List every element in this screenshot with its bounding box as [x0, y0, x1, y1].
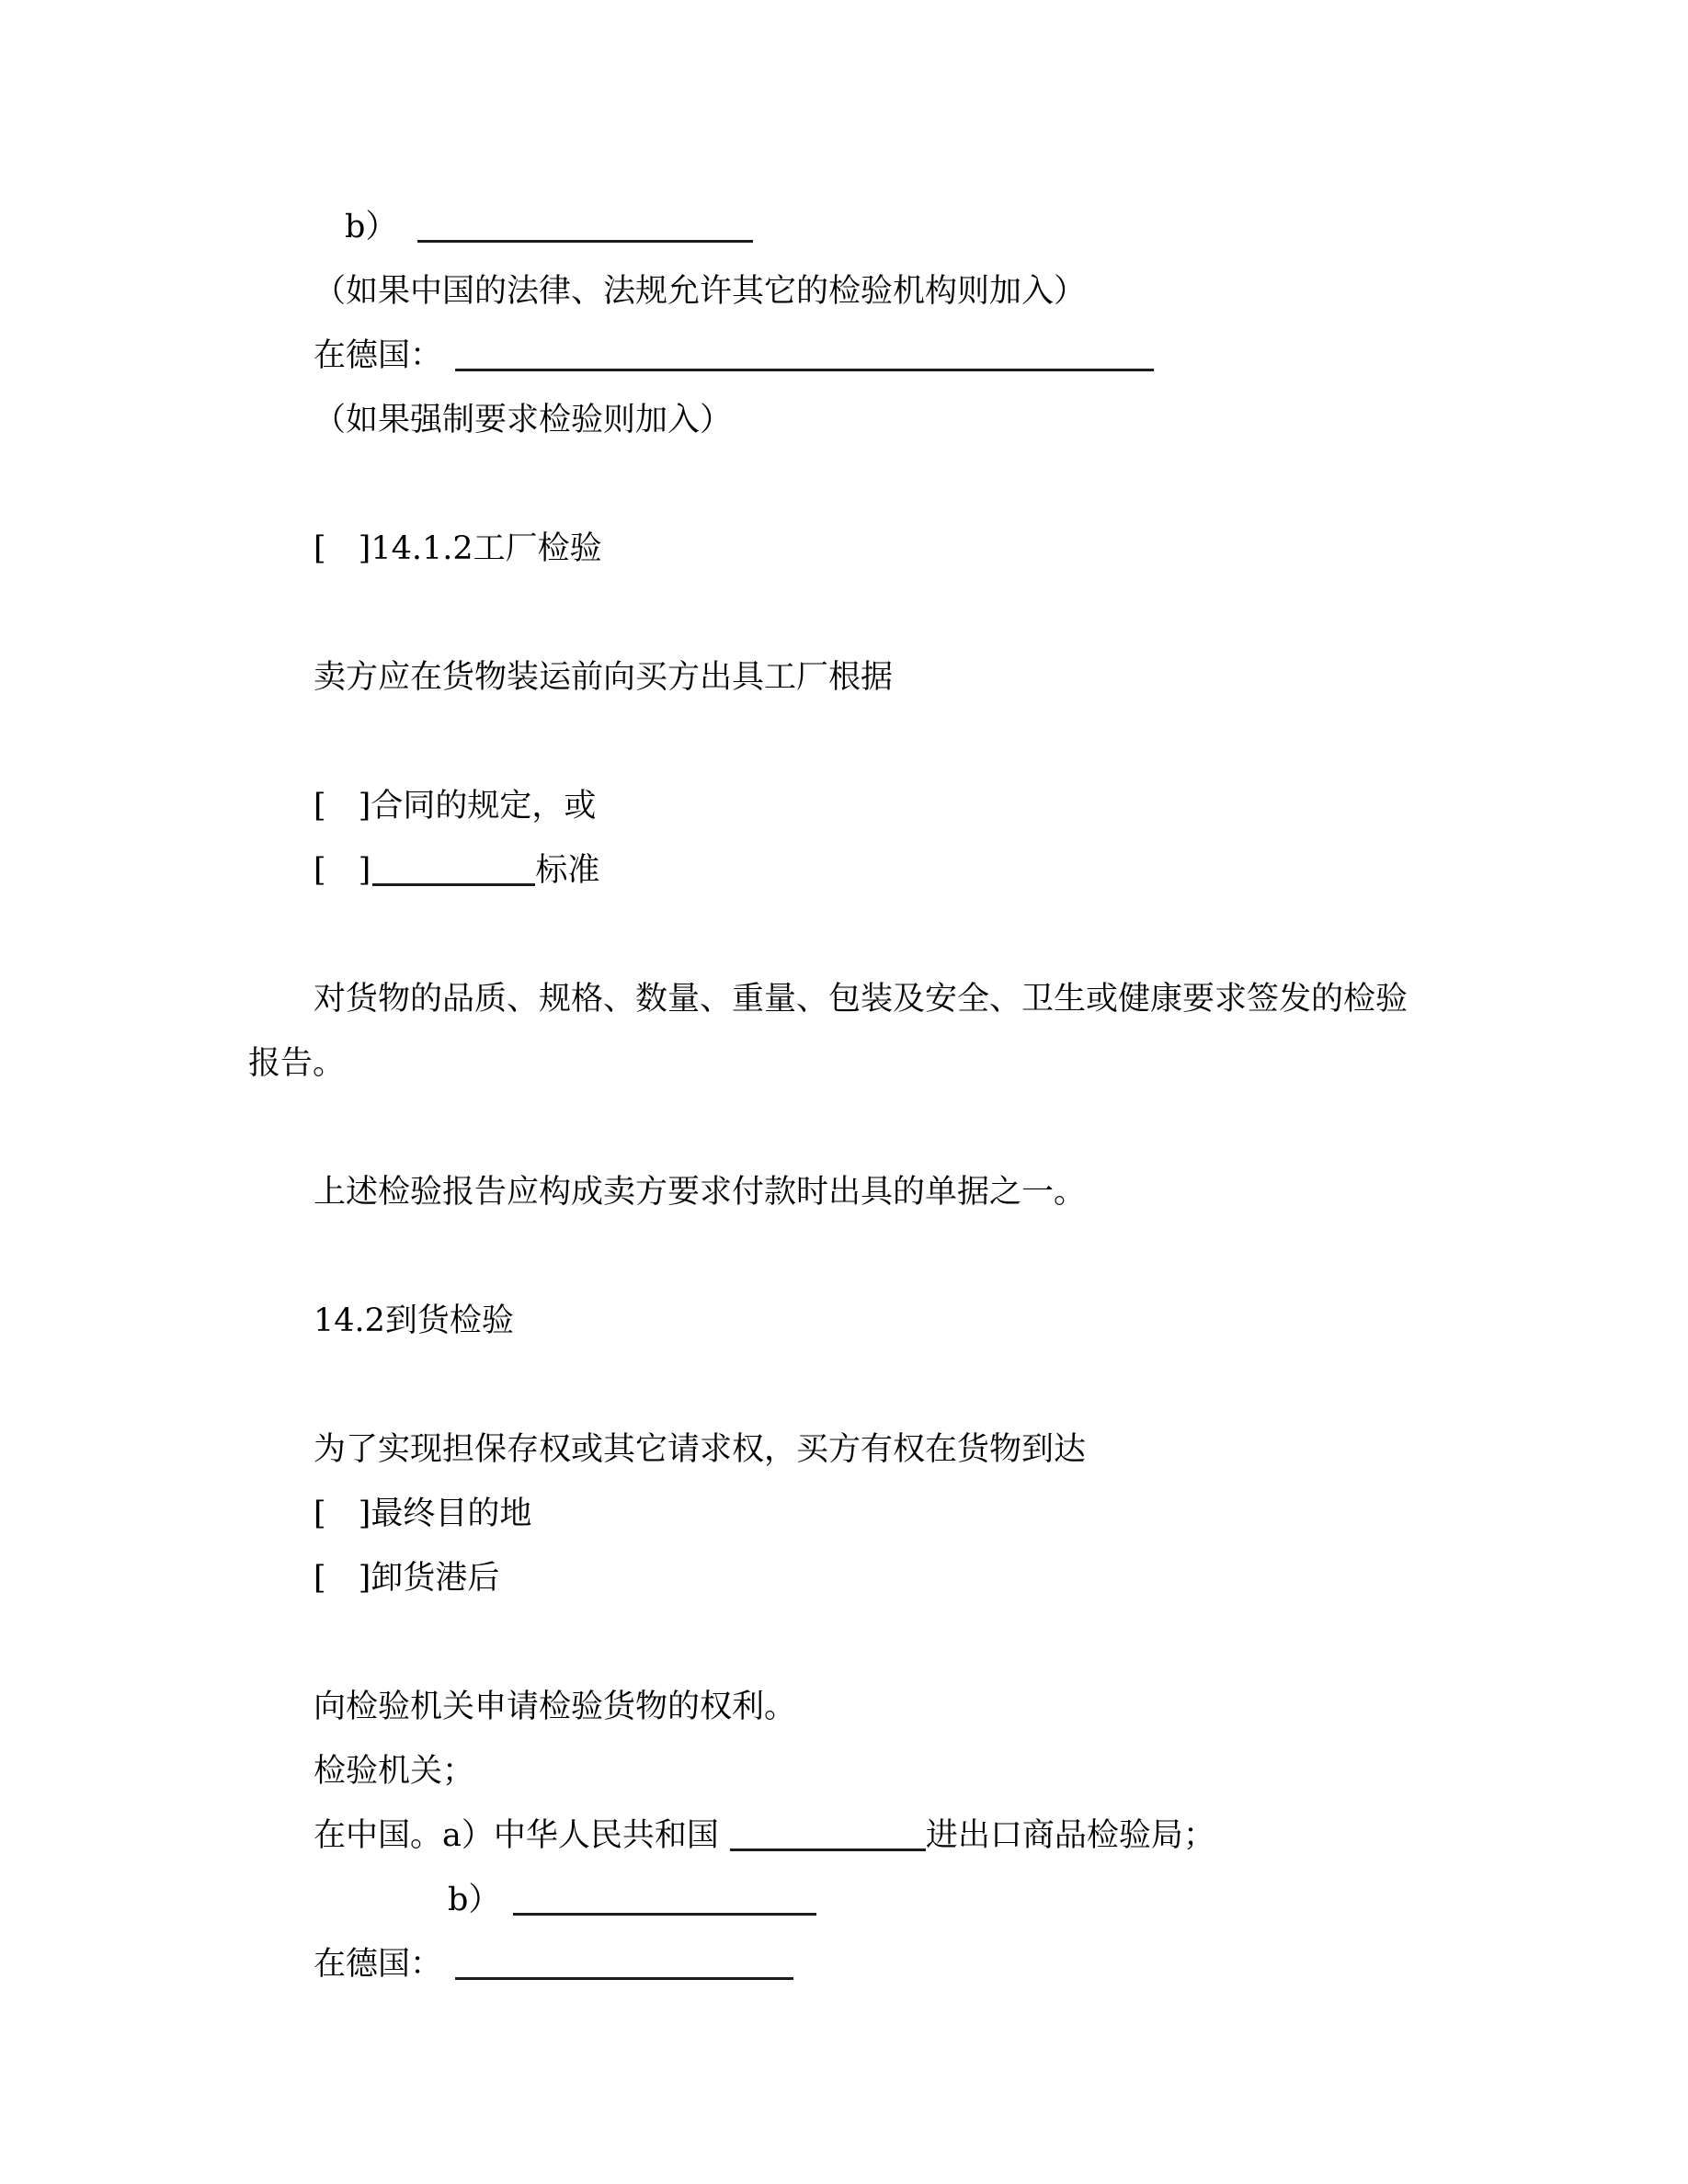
in-germany-1-label: 在德国： [314, 337, 443, 374]
fill-in-blank-germany-1[interactable] [455, 336, 1154, 371]
line-report-documents [248, 1160, 1467, 1224]
option-final-destination-text: 最终目的地 [371, 1496, 532, 1532]
seller-obligation-text: 卖方应在货物装运前向买方出具工厂根据 [314, 659, 894, 696]
fill-in-blank-china[interactable] [730, 1816, 926, 1851]
checkbox-option-standard[interactable]: [ ] [314, 852, 371, 889]
item-b2-label: b） [448, 1882, 501, 1918]
clause-14-1-2-title: 14.1.2工厂检验 [371, 530, 602, 567]
quality-text-line1: 对货物的品质、规格、数量、重量、包装及安全、卫生或健康要求签发的检验 [314, 981, 1409, 1018]
blank-line [248, 1610, 1467, 1675]
line-buyer-right [248, 1417, 1467, 1482]
checkbox-clause-14-1-2[interactable]: [ ] [314, 530, 371, 567]
blank-line [248, 710, 1467, 774]
line-option-unloading-port [248, 1546, 1467, 1610]
line-quality-2 [248, 1031, 1467, 1096]
fill-in-blank-b2[interactable] [513, 1881, 816, 1916]
item-b1-label: b） [345, 209, 398, 245]
checkbox-final-destination[interactable]: [ ] [314, 1496, 371, 1532]
inspection-org-label: 检验机关； [314, 1753, 475, 1790]
apply-inspection-text: 向检验机关申请检验货物的权利。 [314, 1689, 797, 1725]
quality-text-line2: 报告。 [248, 1045, 346, 1082]
blank-line [248, 452, 1467, 517]
checkbox-unloading-port[interactable]: [ ] [314, 1560, 371, 1597]
report-documents-text: 上述检验报告应构成卖方要求付款时出具的单据之一。 [314, 1174, 1087, 1211]
line-inspection-org [248, 1739, 1467, 1803]
fill-in-blank-germany-2[interactable] [455, 1945, 793, 1980]
note-china-law-text: （如果中国的法律、法规允许其它的检验机构则加入） [314, 273, 1087, 310]
line-apply-inspection [248, 1675, 1467, 1739]
option-standard-suffix: 标准 [535, 852, 600, 889]
note-mandatory-text: （如果强制要求检验则加入） [314, 402, 733, 438]
option-contract-text: 合同的规定，或 [371, 788, 597, 825]
option-unloading-port-text: 卸货港后 [371, 1560, 500, 1597]
line-item-b2 [248, 1868, 1467, 1932]
blank-line [248, 1096, 1467, 1160]
line-seller-obligation [248, 645, 1467, 710]
in-china-prefix: 在中国。a）中华人民共和国 [314, 1817, 719, 1854]
line-note-china-law [248, 259, 1467, 324]
blank-line [248, 1353, 1467, 1417]
blank-line [248, 581, 1467, 645]
fill-in-blank-standard[interactable] [372, 851, 535, 886]
fill-in-blank-b1[interactable] [417, 208, 753, 243]
checkbox-option-contract[interactable]: [ ] [314, 788, 371, 825]
in-china-suffix: 进出口商品检验局； [925, 1817, 1215, 1854]
line-option-final-destination [248, 1482, 1467, 1546]
in-germany-2-label: 在德国： [314, 1946, 443, 1983]
blank-line [248, 1224, 1467, 1289]
line-clause-14-2 [248, 1289, 1467, 1353]
line-in-germany-1 [248, 324, 1467, 388]
buyer-right-text: 为了实现担保存权或其它请求权，买方有权在货物到达 [314, 1431, 1087, 1468]
line-quality-1 [248, 967, 1467, 1031]
line-option-contract [248, 774, 1467, 838]
line-clause-14-1-2 [248, 517, 1467, 581]
line-in-germany-2 [248, 1932, 1467, 1996]
blank-line [248, 903, 1467, 967]
clause-14-2-title: 14.2到货检验 [314, 1302, 514, 1339]
line-note-mandatory [248, 388, 1467, 452]
line-item-b1 [248, 195, 1467, 259]
line-in-china [248, 1803, 1467, 1868]
line-option-standard [248, 838, 1467, 903]
